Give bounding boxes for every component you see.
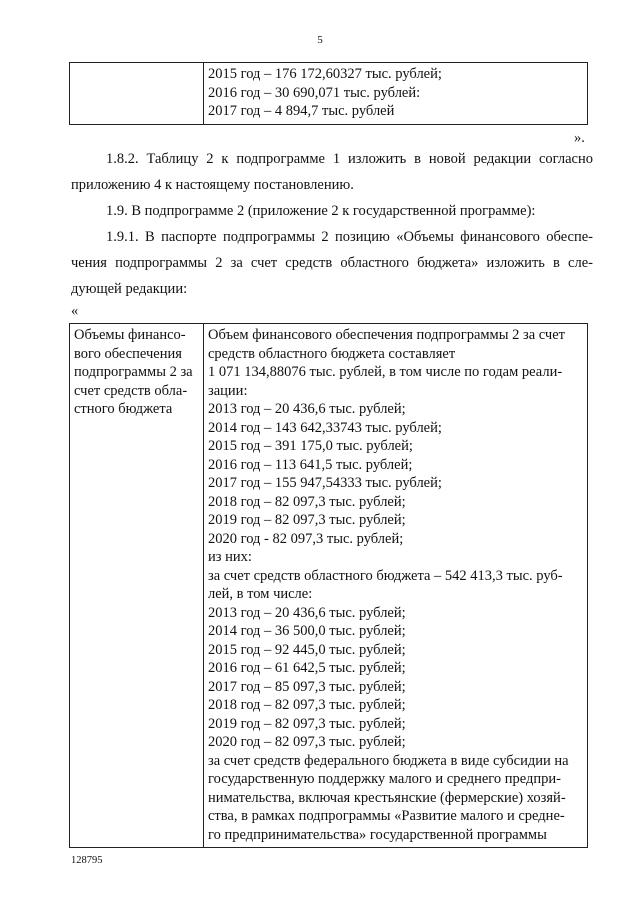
- funding-line: 2015 год – 176 172,60327 тыс. рублей;: [208, 66, 442, 82]
- content-line: 2017 год – 155 947,54333 тыс. рублей;: [208, 475, 442, 491]
- content-line: 2015 год – 391 175,0 тыс. рублей;: [208, 438, 413, 454]
- paragraph-1-9: 1.9. В подпрограмме 2 (приложение 2 к государственной программе):: [106, 203, 536, 219]
- label-line: вого обеспечения: [74, 345, 182, 362]
- funding-line: 2016 год – 30 690,071 тыс. рублей:: [208, 84, 421, 101]
- content-line: 2019 год – 82 097,3 тыс. рублей;: [208, 715, 406, 732]
- content-line: за счет средств федерального бюджета в виде субсидии на: [208, 752, 569, 769]
- content-line: зации:: [208, 382, 248, 399]
- table-row: [70, 63, 588, 125]
- page-number: 5: [317, 34, 323, 46]
- funding-line: 2017 год – 4 894,7 тыс. рублей: [208, 103, 395, 119]
- content-line: ства, в рамках подпрограммы «Развитие малого и средне-: [208, 808, 565, 824]
- content-line: 2013 год – 20 436,6 тыс. рублей;: [208, 604, 406, 621]
- content-line: лей, в том числе:: [208, 586, 313, 602]
- content-line: 2019 год – 82 097,3 тыс. рублей;: [208, 512, 406, 528]
- content-line: 2014 год – 143 642,33743 тыс. рублей;: [208, 419, 442, 436]
- label-line: счет средств обла-: [74, 382, 188, 399]
- paragraph-1-9-1-line-2: чения подпрограммы 2 за счет средств областного бюджета» изложить в сле-: [71, 255, 593, 271]
- content-line: го предпринимательства» государственной программы: [208, 826, 547, 843]
- content-line: нимательства, включая крестьянские (фермерские) хозяй-: [208, 789, 566, 806]
- opening-quote: «: [71, 303, 79, 319]
- table-cell-label: [70, 324, 204, 848]
- content-line: из них:: [208, 549, 252, 565]
- continued-table: [69, 62, 588, 125]
- content-line: 2018 год – 82 097,3 тыс. рублей;: [208, 697, 406, 713]
- closing-quote: ».: [574, 130, 585, 146]
- content-line: 2017 год – 85 097,3 тыс. рублей;: [208, 678, 406, 695]
- content-line: за счет средств областного бюджета – 542 413,3 тыс. руб-: [208, 567, 563, 584]
- content-line: 2013 год – 20 436,6 тыс. рублей;: [208, 401, 406, 417]
- document-code: 128795: [71, 855, 103, 866]
- content-line: 2016 год – 113 641,5 тыс. рублей;: [208, 456, 413, 473]
- content-line: 2014 год – 36 500,0 тыс. рублей;: [208, 623, 406, 639]
- table-cell-funding-years: [204, 63, 588, 125]
- content-line: 2018 год – 82 097,3 тыс. рублей;: [208, 493, 406, 510]
- content-line: средств областного бюджета составляет: [208, 345, 456, 362]
- content-line: 2020 год – 82 097,3 тыс. рублей;: [208, 734, 406, 750]
- label-line: подпрограммы 2 за: [74, 364, 193, 380]
- content-line: 2016 год – 61 642,5 тыс. рублей;: [208, 660, 406, 676]
- paragraph-1-9-1-line-3: дующей редакции:: [71, 281, 188, 297]
- content-line: 1 071 134,88076 тыс. рублей, в том числе по годам реали-: [208, 364, 563, 380]
- content-line: 2015 год – 92 445,0 тыс. рублей;: [208, 641, 406, 658]
- content-line: Объем финансового обеспечения подпрограммы 2 за счет: [208, 327, 565, 343]
- content-line: 2020 год - 82 097,3 тыс. рублей;: [208, 530, 404, 547]
- label-line: Объемы финансо-: [74, 327, 186, 343]
- paragraph-1-8-2-line-1: 1.8.2. Таблицу 2 к подпрограмме 1 изложить в новой редакции согласно: [106, 151, 593, 167]
- paragraph-1-8-2-line-2: приложению 4 к настоящему постановлению.: [71, 177, 354, 193]
- table-cell-content: [204, 324, 588, 848]
- label-line: стного бюджета: [74, 401, 173, 417]
- paragraph-1-9-1-line-1: 1.9.1. В паспорте подпрограммы 2 позицию «Объемы финансового обеспе-: [106, 229, 593, 245]
- table-cell-empty: [70, 63, 204, 125]
- table-row: [70, 324, 588, 848]
- funding-table: [69, 323, 588, 848]
- content-line: государственную поддержку малого и среднего предпри-: [208, 771, 561, 787]
